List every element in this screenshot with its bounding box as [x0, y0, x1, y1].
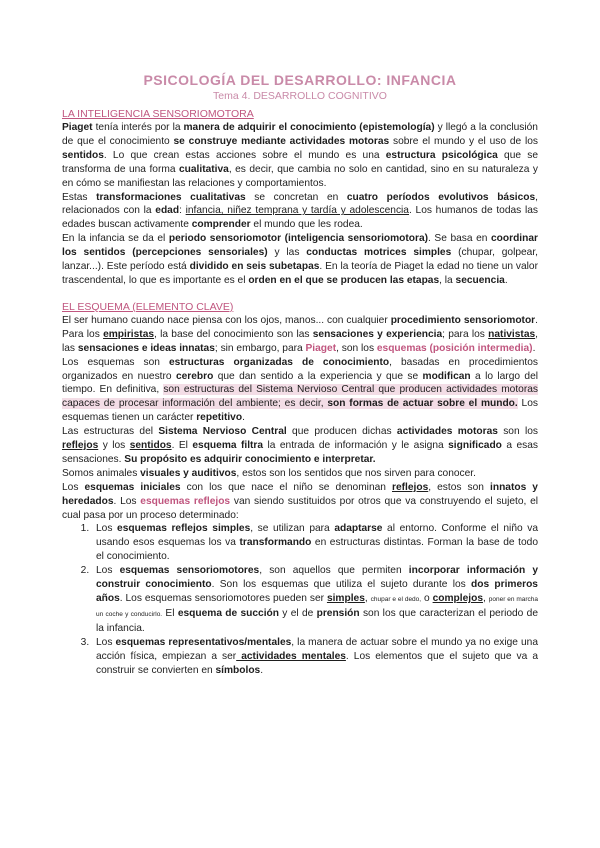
paragraph: El ser humano cuando nace piensa con los ojos, manos... con cualquier procedimiento sensoriomotor. Para los empiristas, la base del conocimiento son las sensaciones y experiencia; para los nativistas, las sensaciones e ideas innatas; sin embargo, para Piaget, son los esquemas (posición intermedia).: [62, 314, 538, 354]
section-heading-inteligencia: LA INTELIGENCIA SENSORIOMOTORA: [62, 108, 254, 120]
section-heading-esquema: EL ESQUEMA (ELEMENTO CLAVE): [62, 300, 234, 313]
highlighted-text: son estructuras del Sistema Nervioso Central que producen actividades motoras capaces de procesar información del ambiente; es decir,: [62, 384, 538, 410]
list-item: 1. Los esquemas reflejos simples, se utilizan para adaptarse al entorno. Conforme el niño va usando esos esquemas los va transformando en estructuras distintas. Forman la base de todo el conocimiento.: [92, 522, 538, 564]
paragraph: En la infancia se da el periodo sensoriomotor (inteligencia sensoriomotora). Se basa en coordinar los sentidos (percepciones sensoriales) y las conductas motrices simples (chupar, golpear, lanzar...). Este período está dividido en seis subetapas. En la teoría de Piaget la edad no tiene un valor trascendental, lo que es importante es el orden en el que se producen las etapas, la secuencia.: [62, 233, 538, 286]
list-item: 2. Los esquemas sensoriomotores, son aquellos que permiten incorporar información y construir conocimiento. Son los esquemas que utiliza el sujeto durante los dos primeros años. Los esquemas sensoriomotores pueden ser simples, chupar e el dedo, o complejos, poner en marcha un coche y conducirlo. El esquema de succión y el de prensión son los que caracterizan el periodo de la infancia.: [92, 564, 538, 636]
highlighted-text: son formas de actuar sobre el mundo.: [327, 398, 518, 410]
paragraph: Piaget tenía interés por la manera de adquirir el conocimiento (epistemología) y llegó a la conclusión de que el conocimiento se construye mediante actividades motoras sobre el mundo y el uso de los sentidos. Lo que crean estas acciones sobre el mundo es una estructura psicológica que se transforma de una forma cualitativa, es decir, que cambia no solo en cantidad, sino en su naturaleza y en cómo se manifiestan las relaciones y comportamientos.: [62, 122, 539, 189]
paragraph: Estas transformaciones cualitativas se concretan en cuatro períodos evolutivos básicos, relacionados con la edad: infancia, niñez temprana y tardía y adolescencia. Los humanos de todas las edades buscan activamente comprender el mundo que les rodea.: [62, 191, 539, 231]
page-subtitle: Tema 4. DESARROLLO COGNITIVO: [213, 90, 387, 102]
page-title: PSICOLOGÍA DEL DESARROLLO: INFANCIA: [143, 72, 457, 88]
paragraph: Los esquemas son estructuras organizadas de conocimiento, basadas en procedimientos organizados en nuestro cerebro que dan sentido a la experiencia y que se modifican a lo largo del tiempo. En definitiva, son estructuras del Sistema Nervioso Central que producen actividades motoras capaces de procesar información del ambiente; es decir, son formas de actuar sobre el mundo. Los esquemas tienen un carácter repetitivo.: [62, 356, 538, 424]
numbered-list: [62, 522, 538, 677]
document-page: [62, 72, 538, 677]
paragraph: Somos animales visuales y auditivos, estos son los sentidos que nos sirven para conocer.: [62, 467, 476, 479]
paragraph: Las estructuras del Sistema Nervioso Central que producen dichas actividades motoras son los reflejos y los sentidos. El esquema filtra la entrada de información y le asigna significado a esas sensaciones. Su propósito es adquirir conocimiento e interpretar.: [62, 426, 538, 465]
paragraph: Los esquemas iniciales con los que nace el niño se denominan reflejos, estos son innatos y heredados. Los esquemas reflejos van siendo sustituidos por otros que va construyendo el sujeto, el cual pasa por un proceso determinado:: [62, 481, 539, 521]
list-item: 3. Los esquemas representativos/mentales, la manera de actuar sobre el mundo ya no exige una acción física, empiezan a ser actividades mentales. Los elementos que el sujeto que va a construir se convierten en símbolos.: [92, 636, 538, 678]
